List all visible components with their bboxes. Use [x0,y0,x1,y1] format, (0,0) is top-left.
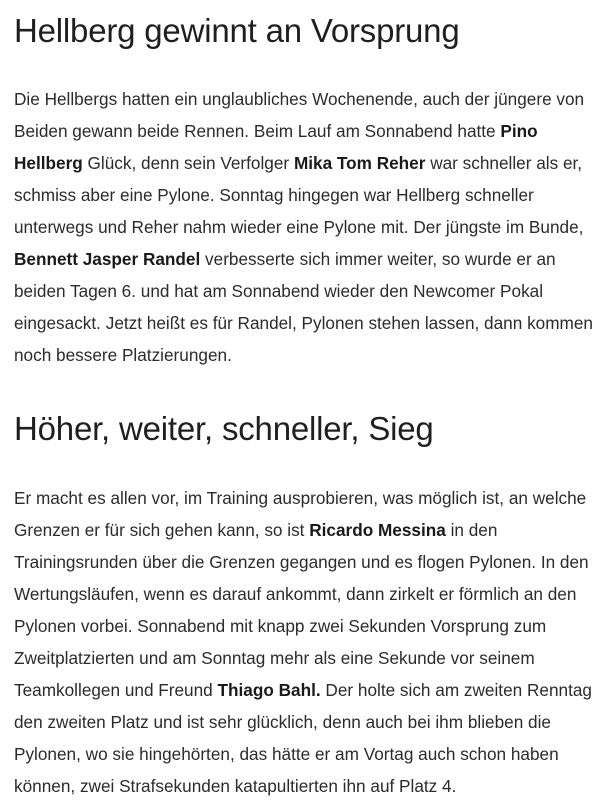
section-paragraph [14,482,604,802]
text-run: Die Hellbergs hatten ein unglaubliches Wochenende, auch der jüngere von Beiden gewann beide Rennen. Beim Lauf am Sonnabend hatte [14,89,585,141]
bold-name: Mika Tom Reher [293,153,426,173]
section-heading: Hellberg gewinnt an Vorsprung [14,12,460,49]
section-heading: Höher, weiter, schneller, Sieg [14,410,434,447]
text-run: war schneller als er, schmiss aber eine Pylone. Sonntag hingegen war Hellberg schneller unterwegs und Reher nahm wieder eine Pylone mit. Der jüngste im Bunde, [14,153,584,237]
section-paragraph [14,83,604,371]
text-run: Er macht es allen vor, im Training ausprobieren, was möglich ist, an welche Grenzen er für sich gehen kann, so ist [14,488,587,540]
bold-name: Thiago Bahl. [217,680,321,700]
text-run: Glück, denn sein Verfolger [82,153,294,173]
text-run: in den Trainingsrunden über die Grenzen gegangen und es flogen Pylonen. In den Wertungsläufen, wenn es darauf ankommt, dann zirkelt er förmlich an den Pylonen vorbei. Sonnabend mit knapp zwei Sekunden Vorsprung zum Zweitplatzierten und am Sonntag mehr als eine Sekunde vor seinem Teamkollegen und Freund [14,520,589,700]
bold-name: Bennett Jasper Randel [14,249,201,269]
bold-name: Ricardo Messina [309,520,446,540]
text-run: verbesserte sich immer weiter, so wurde er an beiden Tagen 6. und hat am Sonnabend wieder den Newcomer Pokal eingesackt. Jetzt heißt es für Randel, Pylonen stehen lassen, dann kommen noch bessere Platzierungen. [14,249,593,365]
bold-name: Pino Hellberg [14,121,538,173]
text-run: Der holte sich am zweiten Renntag den zweiten Platz und ist sehr glücklich, denn auch bei ihm blieben die Pylonen, wo sie hingehörten, das hätte er am Vortag auch schon haben können, zwei Strafsekunden katapultierten ihn auf Platz 4. [14,680,592,796]
